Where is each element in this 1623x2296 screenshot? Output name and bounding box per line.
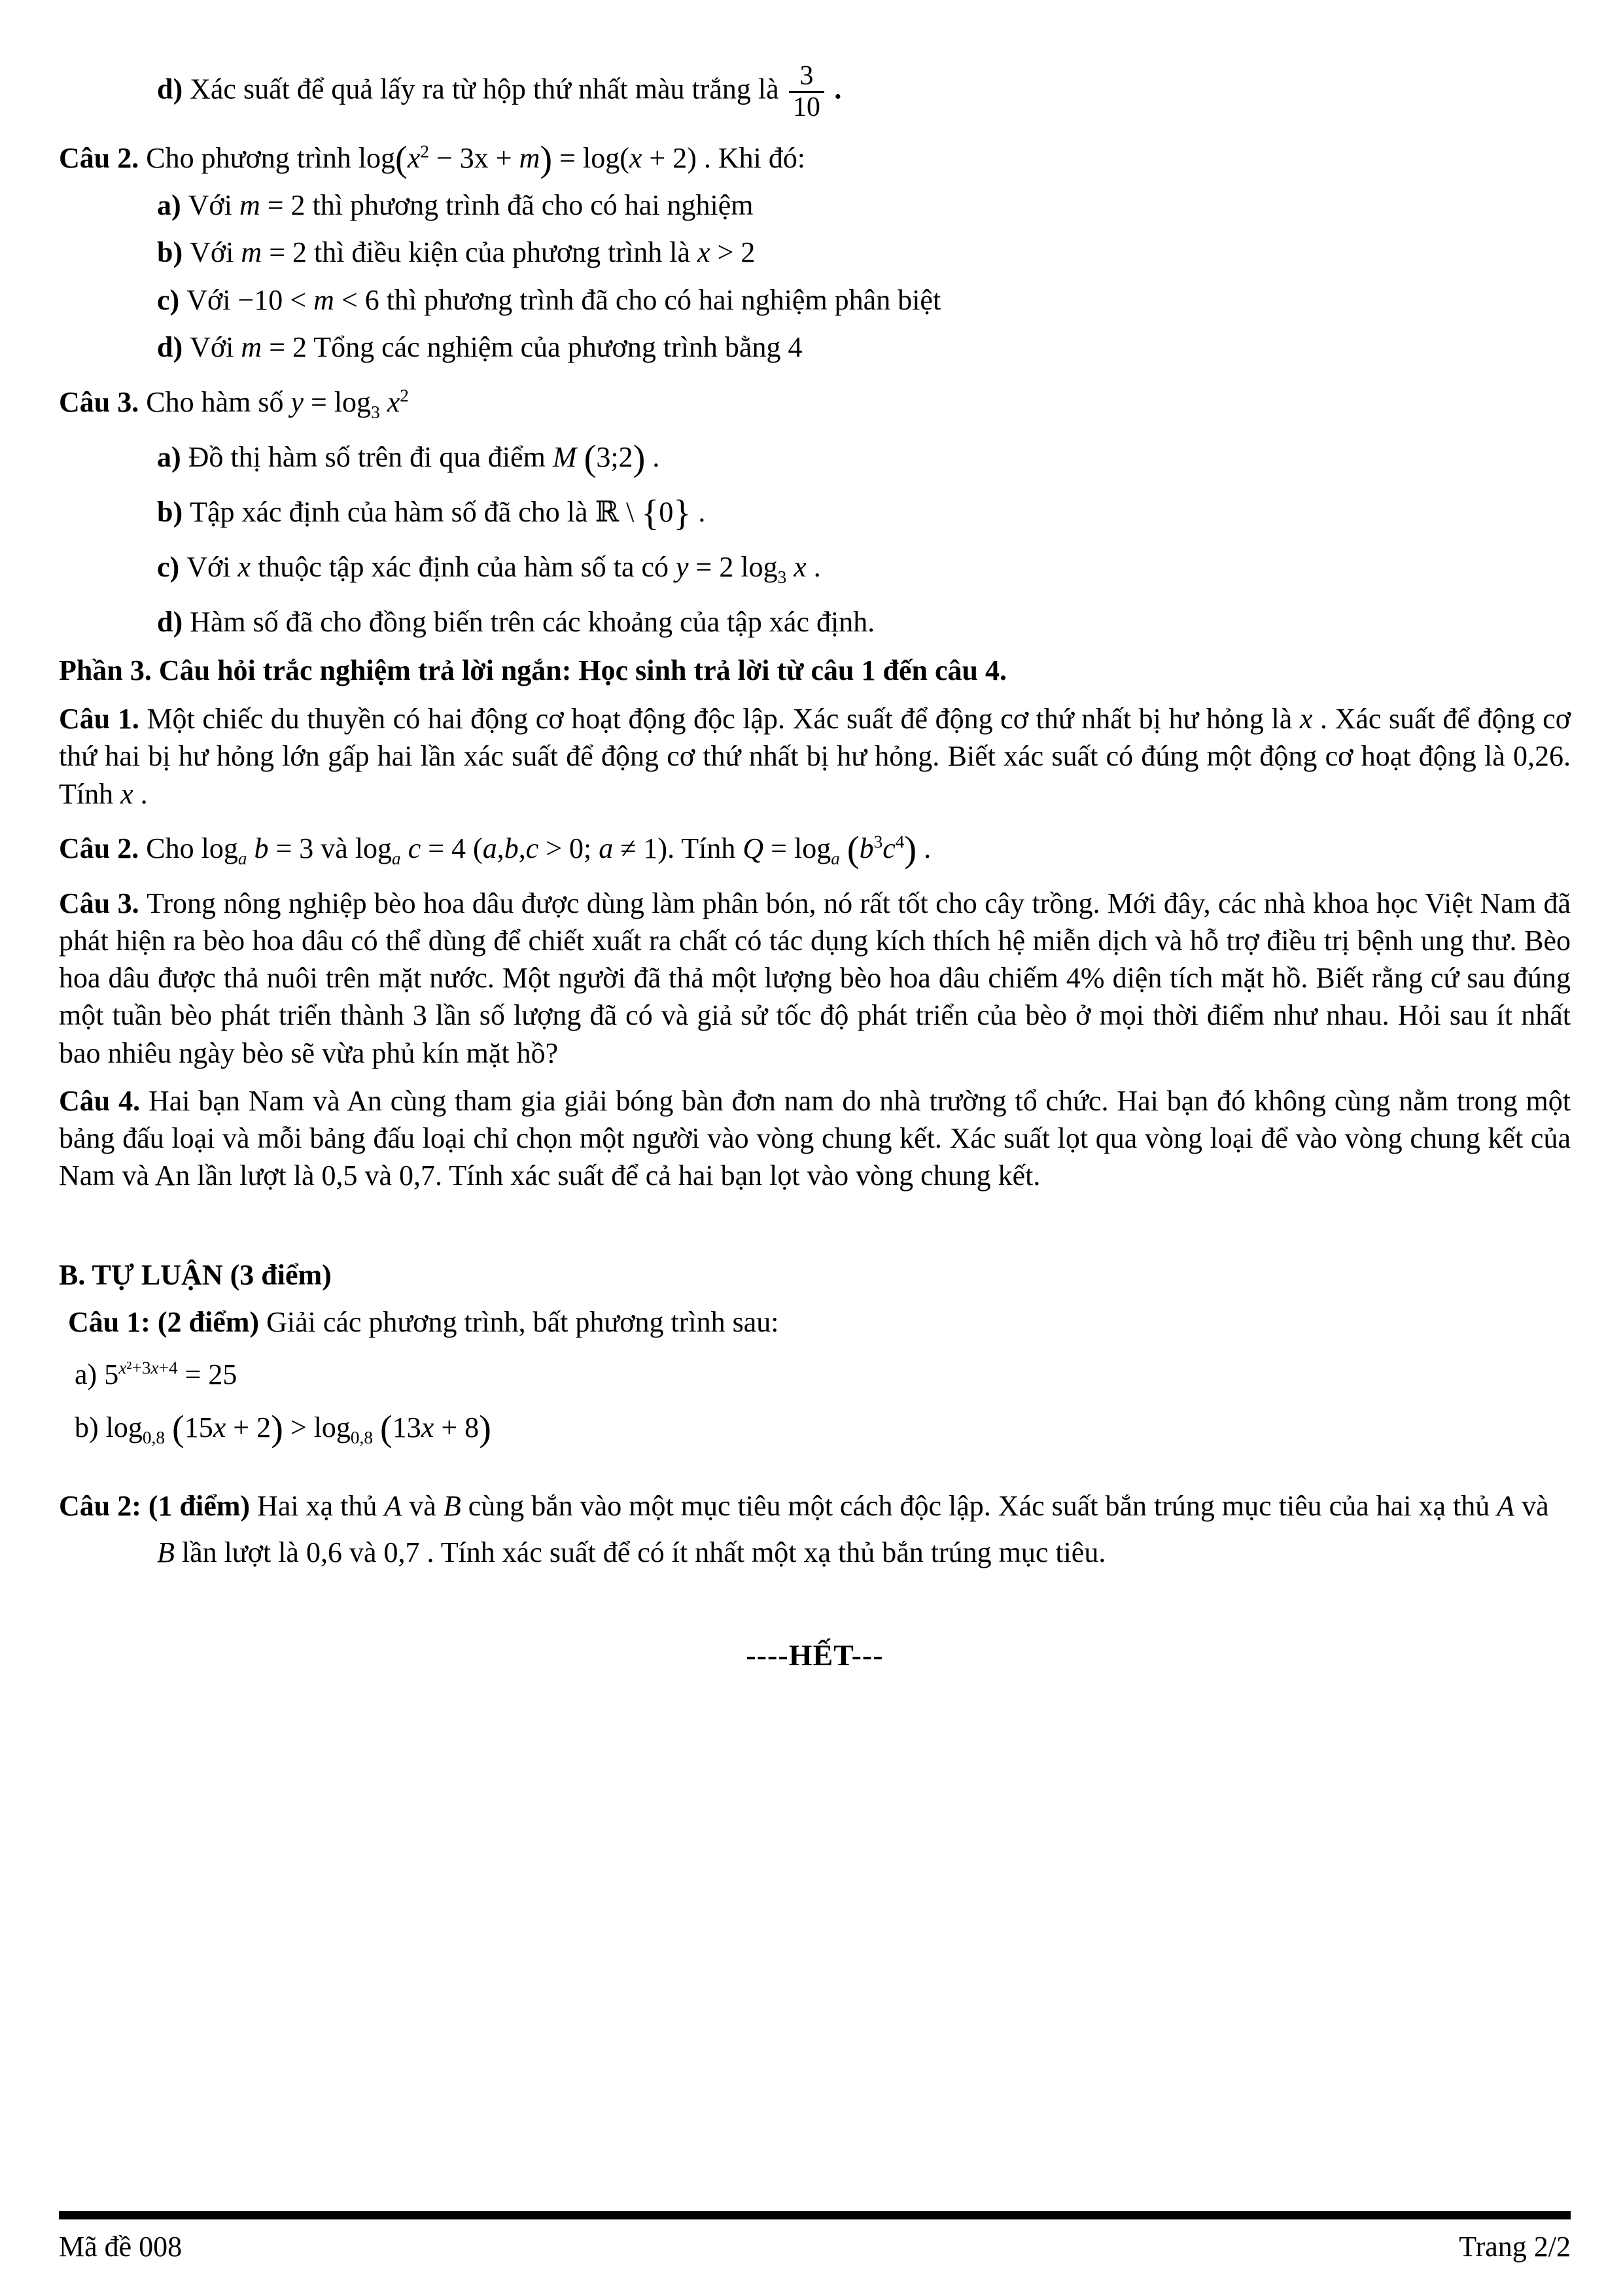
text-segment: = 2 log (688, 550, 778, 583)
text-segment: Câu 3. (59, 887, 147, 919)
text-segment (840, 832, 847, 864)
text-segment: Hai bạn Nam và An cùng tham gia giải bóng bàn đơn nam do nhà trường tổ chức. Hai bạn đó không cùng nằm trong một bảng đấu loại và mỗi bảng đấu loại chỉ chọn một người vào vòng chung kết. Xác suất lọt qua vòng loại để vào vòng chung kết của Nam và An lần lượt là 0,5 và 0,7. Tính xác suất để cả hai bạn lọt vào vòng chung kết. (59, 1084, 1571, 1192)
fraction-numerator: 3 (789, 62, 824, 93)
text-segment: x (150, 1358, 159, 1378)
text-segment: > log (283, 1411, 351, 1443)
text-segment: a) (75, 1358, 105, 1391)
text-segment: m (313, 283, 334, 316)
text-segment: M (552, 440, 577, 473)
text-segment: Tập xác định của hàm số đã cho là ℝ \ (190, 495, 642, 528)
document-line (157, 328, 1571, 366)
text-segment: ) (904, 829, 917, 870)
text-segment: 15 (184, 1411, 213, 1443)
text-segment: 3 (873, 832, 883, 852)
document-line (59, 1082, 1571, 1195)
text-segment: m (239, 189, 260, 222)
footer-exam-code: Mã đề 008 (59, 2231, 183, 2263)
text-segment: 0 (659, 495, 674, 528)
text-segment: . (133, 777, 148, 810)
text-segment (373, 1411, 380, 1443)
text-segment: b (504, 832, 519, 864)
text-segment: b) (75, 1411, 106, 1443)
text-segment: x (387, 385, 400, 418)
text-segment (577, 441, 584, 473)
document-line (59, 139, 1571, 180)
text-segment: = log (763, 832, 831, 864)
text-segment: Xác suất để quả lấy ra từ hộp thứ nhất màu trắng là (190, 73, 786, 105)
text-segment (786, 551, 794, 583)
text-segment: + 2) . Khi đó: (642, 142, 806, 175)
text-segment: Với (186, 550, 238, 583)
text-segment: Với (190, 236, 241, 269)
text-segment: 3 (777, 567, 787, 587)
text-segment: ) (479, 1408, 491, 1449)
text-segment: thuộc tập xác định của hàm số ta có (251, 550, 676, 583)
text-segment: lần lượt là 0,6 và 0,7 . Tính xác suất để có ít nhất một xạ thủ bắn trúng mục tiêu. (174, 1536, 1106, 1568)
text-segment: Trong nông nghiệp bèo hoa dâu được dùng làm phân bón, nó rất tốt cho cây trồng. Mới đây, các nhà khoa học Việt Nam đã phát hiện ra bèo hoa dâu có thể dùng để chiết xuất ra chất có tác dụng kích thích hệ miễn dịch và hỗ trợ điều trị bệnh ung thư. Bèo hoa dâu được thả nuôi trên mặt nước. Một người đã thả một lượng bèo hoa dâu chiếm 4% diện tích mặt hồ. Biết rằng cứ sau đúng một tuần bèo phát triển thành 3 lần số lượng đã có và giả sử tốc độ phát triển của bèo ở mọi thời điểm như nhau. Hỏi sau ít nhất bao nhiêu ngày bèo sẽ vừa phủ kín mặt hồ? (59, 887, 1571, 1069)
text-segment: x (407, 142, 421, 175)
text-segment: c) (157, 550, 187, 583)
text-segment: ( (584, 438, 597, 479)
text-segment: b) (157, 495, 190, 528)
text-segment: và (402, 1489, 444, 1522)
document-line (75, 1356, 1571, 1394)
fraction (786, 62, 828, 122)
document-line (59, 383, 1571, 421)
text-segment: m (241, 236, 262, 269)
text-segment: ²+3 (126, 1358, 151, 1378)
text-segment: = 2 Tổng các nghiệm của phương trình bằng 4 (262, 330, 803, 363)
document-line (157, 493, 1571, 534)
text-segment: x (421, 1411, 434, 1443)
text-segment: . (806, 550, 821, 583)
text-segment (247, 832, 254, 864)
text-segment: a) (157, 189, 188, 222)
text-segment: Q (742, 832, 764, 864)
text-segment: Câu 1. (59, 703, 147, 735)
text-segment: 2 (400, 385, 409, 406)
text-segment: a) (157, 440, 188, 473)
text-segment: x (237, 550, 251, 583)
document-line (157, 186, 1571, 224)
text-segment: Một chiếc du thuyền có hai động cơ hoạt động độc lập. Xác suất để động cơ thứ nhất bị hư hỏng là (147, 703, 1300, 735)
document-line (157, 234, 1571, 272)
text-segment: < 6 thì phương trình đã cho có hai nghiệm phân biệt (334, 283, 941, 316)
text-segment: ( (395, 139, 408, 180)
text-segment: a (599, 832, 614, 864)
text-segment: Phần 3. Câu hỏi trắc nghiệm trả lời ngắn: Học sinh trả lời từ câu 1 đến câu 4. (59, 654, 1007, 687)
text-segment: 3 (371, 402, 380, 422)
text-segment: ) (271, 1408, 283, 1449)
text-segment: m (241, 330, 262, 363)
text-segment: d) (157, 330, 190, 363)
text-segment: , (518, 832, 526, 864)
text-segment: a (831, 848, 840, 868)
text-segment: b (859, 832, 874, 864)
text-segment: Với (188, 189, 239, 222)
text-segment: + 8 (434, 1411, 480, 1443)
text-segment: Câu 2. (59, 832, 147, 864)
text-segment: . (645, 440, 660, 473)
text-segment: log (105, 1411, 143, 1443)
text-segment: = log( (552, 142, 629, 175)
text-segment: . Xác suất để động cơ thứ hai bị hư hỏng lớn gấp hai lần xác suất để động cơ thứ nhất bị hư hỏng. Biết xác suất có đúng một động cơ hoạt động là 0,26. Tính (59, 703, 1571, 810)
text-segment: m (519, 142, 540, 175)
text-segment: = 25 (177, 1358, 237, 1391)
text-segment: Với (190, 330, 241, 363)
text-segment (165, 1411, 172, 1443)
document-content (59, 62, 1571, 1576)
text-segment: Câu 3. (59, 385, 147, 418)
text-segment: B. TỰ LUẬN (3 điểm) (59, 1259, 332, 1292)
text-segment: x (794, 550, 807, 583)
text-segment: Cho hàm số (146, 385, 291, 418)
text-segment: { (641, 493, 659, 534)
page-footer (59, 2211, 1571, 2263)
text-segment: y (290, 385, 304, 418)
text-segment: a (237, 848, 247, 868)
text-segment: Đồ thị hàm số trên đi qua điểm (188, 440, 553, 473)
text-segment: c (882, 832, 896, 864)
text-segment: Câu 4. (59, 1084, 148, 1117)
text-segment: = 2 thì điều kiện của phương trình là (262, 236, 697, 269)
document-line (59, 885, 1571, 1072)
fraction-denominator: 10 (793, 92, 820, 123)
text-segment: cùng bắn vào một mục tiêu một cách độc lập. Xác suất bắn trúng mục tiêu của hai xạ thủ (461, 1489, 1497, 1522)
text-segment: Cho log (146, 832, 238, 864)
text-segment: 0,8 (142, 1427, 165, 1447)
text-segment: x (697, 236, 710, 269)
text-segment: 13 (392, 1411, 421, 1443)
text-segment: d) (157, 605, 190, 638)
text-segment: = log (304, 385, 372, 418)
text-segment: a (482, 832, 497, 864)
text-segment: B (443, 1489, 461, 1522)
text-segment: Hai xạ thủ (257, 1489, 385, 1522)
text-segment: = 3 và log (268, 832, 393, 864)
text-segment: 0,8 (350, 1427, 374, 1447)
text-segment: = 4 ( (421, 832, 483, 864)
text-segment: c (408, 832, 421, 864)
text-segment: . (691, 495, 706, 528)
document-line (59, 1256, 1571, 1294)
footer-page-number: Trang 2/2 (1459, 2231, 1571, 2263)
text-segment: 2 (420, 141, 429, 162)
text-segment: và (1514, 1489, 1549, 1522)
document-line (59, 700, 1571, 813)
document-line (157, 62, 1571, 122)
text-segment: x (118, 1358, 127, 1378)
text-segment: A (1497, 1489, 1515, 1522)
text-segment: ( (846, 829, 860, 870)
text-segment: Câu 2. (59, 142, 147, 175)
text-segment: . (916, 832, 932, 864)
text-segment: Với −10 < (186, 283, 314, 316)
text-segment: Câu 1: (2 điểm) (68, 1306, 267, 1339)
document-line (157, 603, 1571, 641)
text-segment: − 3x + (428, 142, 519, 175)
text-segment: A (384, 1489, 402, 1522)
text-segment: a (392, 848, 401, 868)
text-segment: y (676, 550, 689, 583)
text-segment: x (1299, 703, 1313, 735)
text-segment: > 0; (538, 832, 599, 864)
text-segment (380, 386, 387, 418)
text-segment: } (673, 493, 691, 534)
document-line (59, 1483, 1571, 1576)
text-segment: + 2 (226, 1411, 271, 1443)
document-line (157, 281, 1571, 319)
text-segment: ( (171, 1408, 184, 1449)
text-segment: c (525, 832, 539, 864)
text-segment (401, 832, 408, 864)
text-segment: > 2 (710, 236, 756, 269)
document-line (75, 1409, 1571, 1447)
document-line (59, 652, 1571, 690)
text-segment: x (213, 1411, 226, 1443)
document-line (68, 1303, 1571, 1341)
text-segment: c) (157, 283, 187, 316)
text-segment: x (120, 777, 133, 810)
text-segment: ≠ 1). Tính (613, 832, 743, 864)
text-segment: 4 (895, 832, 905, 852)
text-segment: . (827, 73, 842, 105)
text-segment: B (157, 1536, 175, 1568)
document-line (157, 438, 1571, 479)
text-segment: ( (380, 1408, 393, 1449)
text-segment: , (497, 832, 504, 864)
text-segment: = 2 thì phương trình đã cho có hai nghiệm (260, 189, 754, 222)
document-line (59, 830, 1571, 868)
text-segment: ) (540, 139, 553, 180)
document-line (157, 548, 1571, 586)
text-segment: b (254, 832, 269, 864)
text-segment: Giải các phương trình, bất phương trình sau: (266, 1306, 779, 1339)
end-marker: ----HẾT--- (746, 1638, 884, 1672)
text-segment: 5 (104, 1358, 119, 1391)
text-segment: Hàm số đã cho đồng biến trên các khoảng của tập xác định. (190, 605, 875, 638)
text-segment: Câu 2: (1 điểm) (59, 1489, 258, 1522)
text-segment: +4 (158, 1358, 178, 1378)
text-segment: 3;2 (596, 440, 633, 473)
text-segment: x (629, 142, 642, 175)
text-segment: Cho phương trình log (146, 142, 396, 175)
text-segment: b) (157, 236, 190, 269)
text-segment: ) (633, 438, 646, 479)
text-segment: d) (157, 73, 190, 105)
